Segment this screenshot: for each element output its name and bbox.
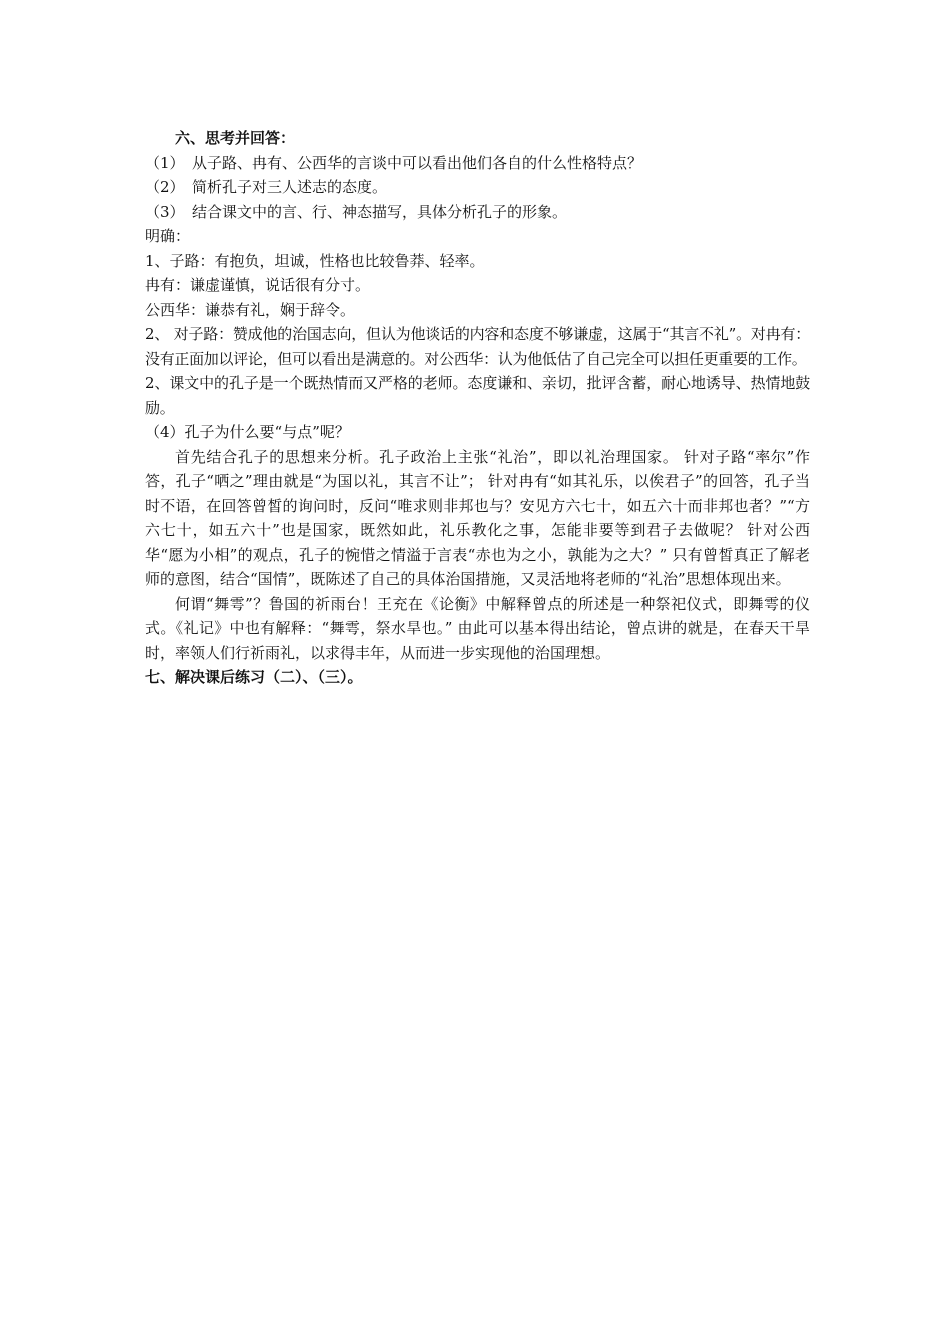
answer-zilu: 1、子路：有抱负，坦诚，性格也比较鲁莽、轻率。 xyxy=(145,251,485,270)
question-2: （2） 简析孔子对三人述志的态度。 xyxy=(145,178,388,196)
section-6-heading: 六、思考并回答： xyxy=(175,129,296,147)
document-body xyxy=(145,126,810,690)
answer-gongxihua: 公西华：谦恭有礼，娴于辞令。 xyxy=(145,300,356,319)
question-1: （1） 从子路、冉有、公西华的言谈中可以看出他们各自的什么性格特点？ xyxy=(145,153,643,172)
clarify-label: 明确： xyxy=(145,227,191,245)
answer-confucius-attitude: 2、 对子路：赞成他的治国志向，但认为他谈话的内容和态度不够谦虚，这属于“其言不礼”。对冉有：没有正面加以评论，但可以看出是满意的。对公西华：认为他低估了自己完全可以担任更重要的工作。 xyxy=(145,325,810,368)
question-4-paragraph-1: 首先结合孔子的思想来分析。孔子政治上主张“礼治”，即以礼治理国家。 针对子路“率尔”作答，孔子“哂之”理由就是“为国以礼，其言不让”； 针对冉有“如其礼乐，以俟君子”的回答，孔子当时不语，在回答曾皙的询问时，反问“唯求则非邦也与？安见方六七十，如五六十而非邦也者？”“方六七十，如五六十”也是国家，既然如此，礼乐教化之事，怎能非要等到君子去做呢？ 针对公西华“愿为小相”的观点，孔子的惋惜之情溢于言表“赤也为之小，孰能为之大？” 只有曾皙真正了解老师的意图，结合“国情”，既陈述了自己的具体治国措施，又灵活地将老师的“礼治”思想体现出来。 xyxy=(145,447,810,588)
answer-confucius-image: 2、课文中的孔子是一个既热情而又严格的老师。态度谦和、亲切，批评含蓄，耐心地诱导、热情地鼓励。 xyxy=(145,374,810,417)
answer-ranyou: 冉有：谦虚谨慎，说话很有分寸。 xyxy=(145,276,371,294)
question-4-paragraph-2: 何谓“舞雩”？鲁国的祈雨台！王充在《论衡》中解释曾点的所述是一种祭祀仪式，即舞雩的仪式。《礼记》中也有解释：“舞雩，祭水旱也。” 由此可以基本得出结论，曾点讲的就是，在春天干旱时，率领人们行祈雨礼，以求得丰年，从而进一步实现他的治国理想。 xyxy=(145,594,810,662)
question-4: （4）孔子为什么要“与点”呢？ xyxy=(145,423,350,441)
section-7-heading: 七、解决课后练习（二）、（三）。 xyxy=(145,668,363,686)
question-3: （3） 结合课文中的言、行、神态描写，具体分析孔子的形象。 xyxy=(145,202,568,221)
